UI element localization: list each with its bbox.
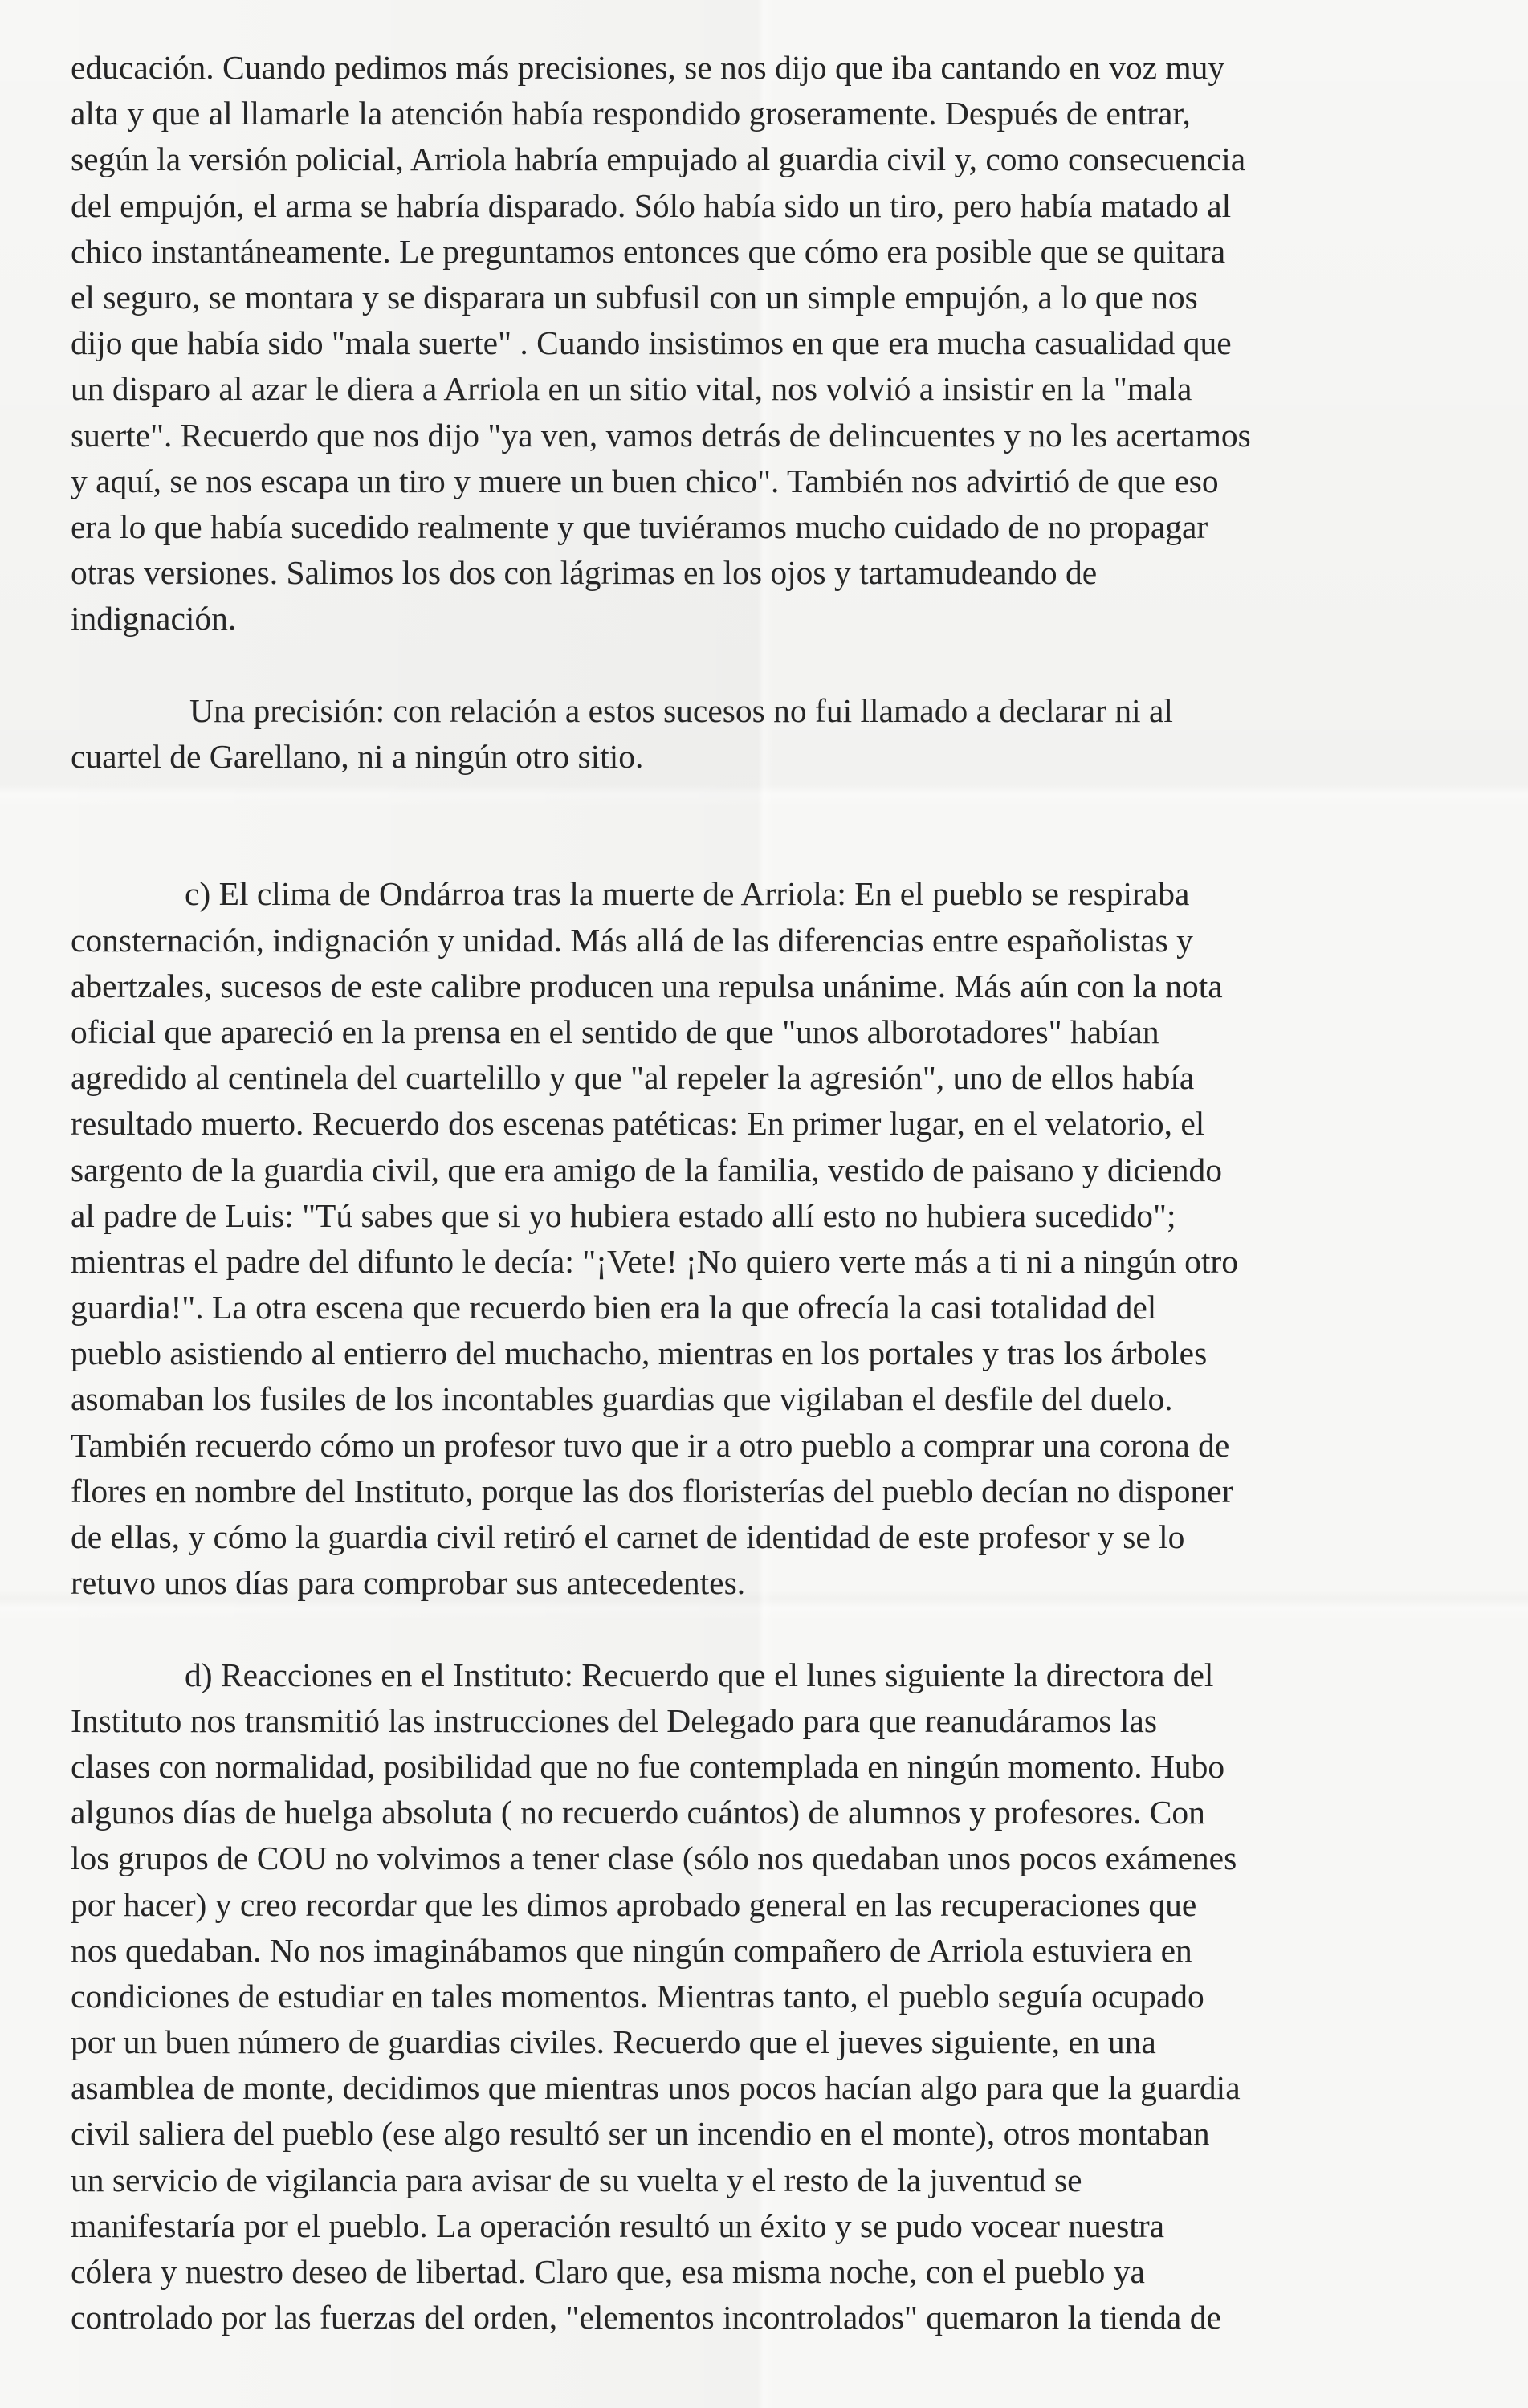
text-line: asamblea de monte, decidimos que mientras unos pocos hacían algo para que la guardia [71, 2069, 1241, 2107]
text-line: nos quedaban. No nos imaginábamos que ningún compañero de Arriola estuviera en [71, 1931, 1192, 1969]
paragraph-spacer [71, 1606, 1500, 1652]
text-line: Una precisión: con relación a estos sucesos no fui llamado a declarar ni al [189, 691, 1173, 729]
text-line: y aquí, se nos escapa un tiro y muere un buen chico". También nos advirtió de que eso [71, 462, 1219, 499]
text-line: pueblo asistiendo al entierro del muchacho, mientras en los portales y tras los árboles [71, 1334, 1208, 1372]
text-line: era lo que había sucedido realmente y que tuviéramos mucho cuidado de no propagar [71, 507, 1208, 545]
text-line: un disparo al azar le diera a Arriola en un sitio vital, nos volvió a insistir en la "mala [71, 370, 1192, 408]
text-line: alta y que al llamarle la atención había respondido groseramente. Después de entrar, [71, 95, 1191, 132]
text-line: guardia!". La otra escena que recuerdo bien era la que ofrecía la casi totalidad del [71, 1289, 1157, 1326]
text-line: del empujón, el arma se habría disparado. Sólo había sido un tiro, pero había matado al [71, 186, 1232, 224]
text-line: manifestaría por el pueblo. La operación resultó un éxito y se pudo vocear nuestra [71, 2206, 1165, 2244]
paragraph-spacer [71, 642, 1500, 687]
text-line: según la versión policial, Arriola habría empujado al guardia civil y, como consecuencia [71, 141, 1246, 178]
text-line: un servicio de vigilancia para avisar de su vuelta y el resto de la juventud se [71, 2161, 1082, 2198]
paragraph-spacer [71, 780, 1500, 871]
text-line: flores en nombre del Instituto, porque las dos floristerías del pueblo decían no disponer [71, 1472, 1233, 1510]
text-line: cólera y nuestro deseo de libertad. Claro que, esa misma noche, con el pueblo ya [71, 2253, 1145, 2291]
text-line: dijo que había sido "mala suerte" . Cuando insistimos en que era mucha casualidad que [71, 324, 1232, 362]
text-line: También recuerdo cómo un profesor tuvo que ir a otro pueblo a comprar una corona de [71, 1426, 1230, 1464]
section-c-ondarroa-climate [71, 871, 1500, 1606]
text-line: clases con normalidad, posibilidad que no fue contemplada en ningún momento. Hubo [71, 1747, 1225, 1785]
text-line: Instituto nos transmitió las instrucciones del Delegado para que reanudáramos las [71, 1701, 1157, 1739]
text-line: por un buen número de guardias civiles. Recuerdo que el jueves siguiente, en una [71, 2023, 1156, 2061]
text-line: al padre de Luis: "Tú sabes que si yo hubiera estado allí esto no hubiera sucedido"; [71, 1196, 1176, 1234]
text-line: indignación. [71, 600, 237, 638]
text-line: sargento de la guardia civil, que era amigo de la familia, vestido de paisano y diciendo [71, 1151, 1222, 1188]
document-body [71, 45, 1500, 2341]
text-line: educación. Cuando pedimos más precisiones, se nos dijo que iba cantando en voz muy [71, 49, 1225, 86]
text-line: mientras el padre del difunto le decía: "¡Vete! ¡No quiero verte más a ti ni a ningún otro [71, 1242, 1238, 1280]
text-line: civil saliera del pueblo (ese algo resultó ser un incendio en el monte), otros montaban [71, 2115, 1210, 2153]
paragraph-precision-note [71, 688, 1500, 780]
text-line: asomaban los fusiles de los incontables guardias que vigilaban el desfile del duelo. [71, 1380, 1173, 1418]
section-d-instituto-reactions [71, 1652, 1500, 2341]
text-line: retuvo unos días para comprobar sus antecedentes. [71, 1564, 746, 1602]
text-line: algunos días de huelga absoluta ( no recuerdo cuántos) de alumnos y profesores. Con [71, 1794, 1205, 1831]
text-line: otras versiones. Salimos los dos con lágrimas en los ojos y tartamudeando de [71, 554, 1098, 592]
text-line: c) El clima de Ondárroa tras la muerte de Arriola: En el pueblo se respiraba [185, 875, 1190, 913]
text-line: abertzales, sucesos de este calibre producen una repulsa unánime. Más aún con la nota [71, 967, 1223, 1004]
text-line: los grupos de COU no volvimos a tener clase (sólo nos quedaban unos pocos exámenes [71, 1840, 1237, 1877]
text-line: oficial que apareció en la prensa en el sentido de que "unos alborotadores" habían [71, 1013, 1159, 1050]
text-line: suerte". Recuerdo que nos dijo "ya ven, vamos detrás de delincuentes y no les acertamos [71, 416, 1251, 454]
text-line: condiciones de estudiar en tales momentos. Mientras tanto, el pueblo seguía ocupado [71, 1977, 1204, 2015]
text-line: por hacer) y creo recordar que les dimos aprobado general en las recuperaciones que [71, 1885, 1197, 1923]
paragraph-arriola-police-account [71, 45, 1500, 642]
text-line: chico instantáneamente. Le preguntamos entonces que cómo era posible que se quitara [71, 232, 1226, 270]
text-line: agredido al centinela del cuartelillo y que "al repeler la agresión", uno de ellos había [71, 1059, 1195, 1097]
text-line: d) Reacciones en el Instituto: Recuerdo que el lunes siguiente la directora del [185, 1656, 1214, 1693]
text-line: controlado por las fuerzas del orden, "elementos incontrolados" quemaron la tienda de [71, 2299, 1221, 2337]
text-line: el seguro, se montara y se disparara un subfusil con un simple empujón, a lo que nos [71, 278, 1198, 316]
text-line: resultado muerto. Recuerdo dos escenas patéticas: En primer lugar, en el velatorio, el [71, 1105, 1205, 1143]
text-line: consternación, indignación y unidad. Más allá de las diferencias entre españolistas y [71, 921, 1193, 959]
text-line: cuartel de Garellano, ni a ningún otro sitio. [71, 737, 644, 775]
text-line: de ellas, y cómo la guardia civil retiró el carnet de identidad de este profesor y se lo [71, 1518, 1185, 1556]
